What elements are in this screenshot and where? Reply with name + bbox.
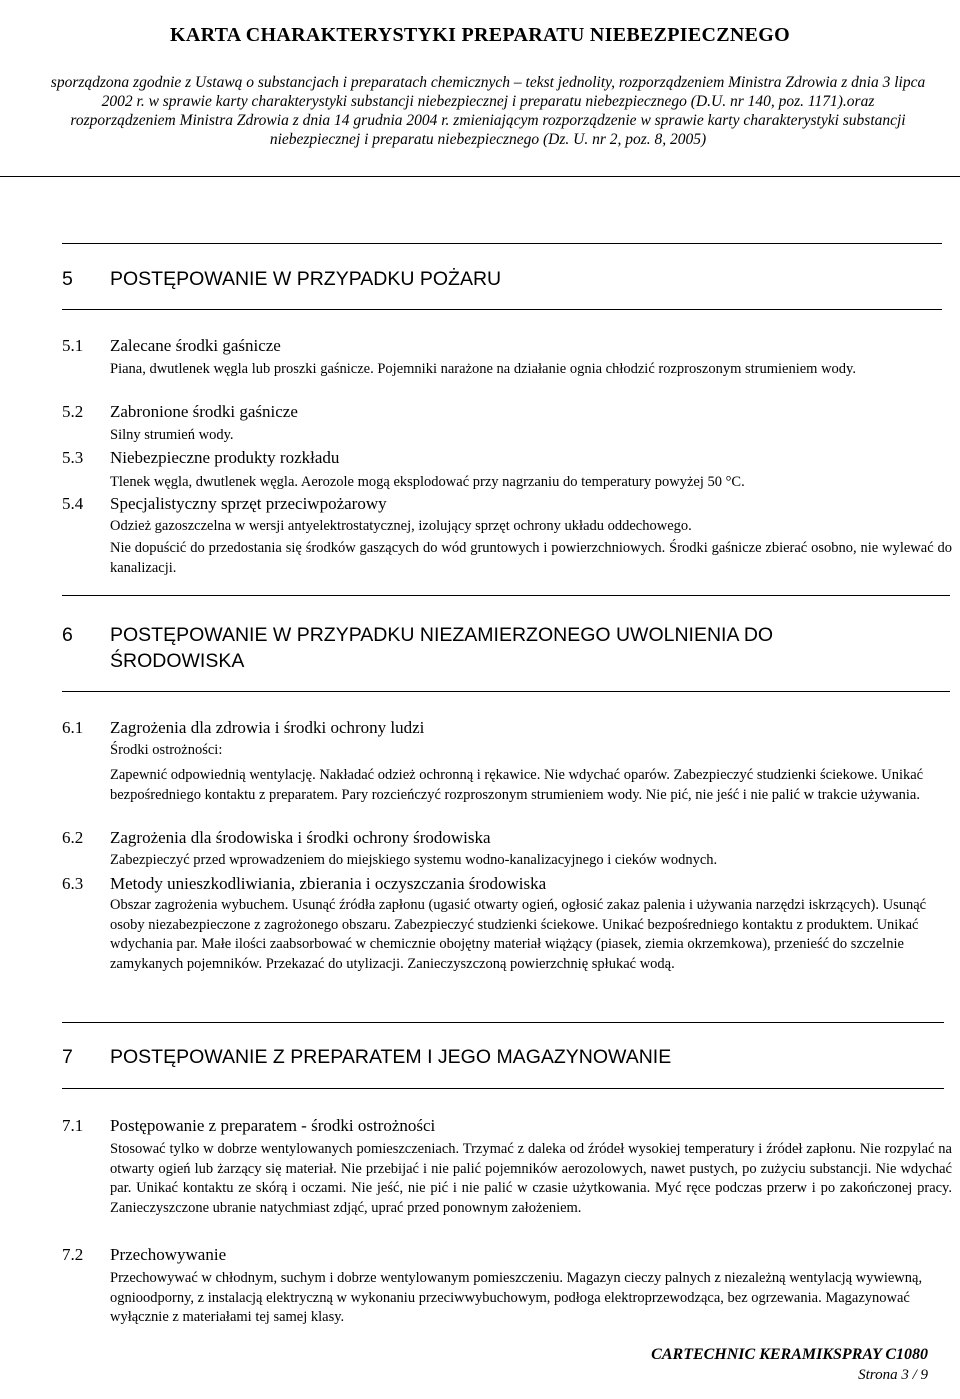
- subsection-title: Postępowanie z preparatem - środki ostrożności: [110, 1116, 436, 1135]
- document-title: KARTA CHARAKTERYSTYKI PREPARATU NIEBEZPIECZNEGO: [170, 24, 790, 46]
- subsection-6-2-text: Zabezpieczyć przed wprowadzeniem do miejskiego systemu wodno-kanalizacyjnego i cieków wodnych.: [110, 852, 718, 868]
- subsection-number: 5.2: [62, 402, 84, 421]
- subsection-number: 6.2: [62, 828, 84, 847]
- section-divider: [62, 1022, 944, 1023]
- section-divider: [62, 1088, 944, 1089]
- subsection-title: Metody unieszkodliwiania, zbierania i oczyszczania środowiska: [110, 874, 547, 893]
- subsection-title: Zagrożenia dla zdrowia i środki ochrony ludzi: [110, 718, 425, 737]
- subsection-7-1-text: Stosować tylko w dobrze wentylowanych pomieszczeniach. Trzymać z daleka od źródeł wysokiej temperatury i źródeł zapłonu. Nie rozpylać na otwarty ogień lub żarzący się materiał. Nie przebijać i nie palić pojemników aerozolowych, nawet pustych, po zużyciu substancji. Nie wdychać par. Unikać kontaktu ze skórą i oczami. Nie jeść, nie pić i nie palić w czasie użytkowania. Myć ręce podczas przerw i po zakończonej pracy. Zanieczyszczone ubranie natychmiast zdjąć, uprać przed ponownym założeniem.: [110, 1141, 952, 1216]
- subsection-title: Przechowywanie: [110, 1245, 227, 1264]
- subsection-number: 5.3: [62, 448, 84, 467]
- subsection-title: Zabronione środki gaśnicze: [110, 402, 298, 421]
- subsection-6-2-heading: [62, 828, 491, 848]
- subsection-5-4-heading: [62, 494, 387, 514]
- subsection-5-4-text-2: Nie dopuścić do przedostania się środków gaszących do wód gruntowych i powierzchniowych. Środki gaśnicze zbierać osobno, nie wylewać do kanalizacji.: [110, 540, 952, 576]
- section-title-line-1: POSTĘPOWANIE W PRZYPADKU NIEZAMIERZONEGO UWOLNIENIA DO: [110, 624, 774, 646]
- section-number: 5: [62, 268, 73, 290]
- subsection-5-1-text: Piana, dwutlenek węgla lub proszki gaśnicze. Pojemniki narażone na działanie ognia chłodzić rozproszonym strumieniem wody.: [110, 361, 856, 377]
- section-7-heading: [62, 1046, 671, 1069]
- subsection-5-3-heading: [62, 448, 339, 468]
- subsection-title: Specjalistyczny sprzęt przeciwpożarowy: [110, 494, 387, 513]
- footer-page-number: Strona 3 / 9: [858, 1367, 928, 1383]
- section-title-line-2: ŚRODOWISKA: [110, 650, 245, 672]
- section-5-heading: [62, 268, 501, 291]
- subsection-number: 6.1: [62, 718, 84, 737]
- subsection-number: 7.1: [62, 1116, 84, 1135]
- section-divider: [62, 691, 950, 692]
- subsection-6-3-text: Obszar zagrożenia wybuchem. Usunąć źródła zapłonu (ugasić otwarty ogień, ogłosić zakaz palenia i używania narzędzi iskrzących). Usunąć osoby niezabezpieczone z zagrożonego obszaru. Zabezpieczyć studzienki ściekowe. Unikać bezpośredniego kontaktu z produktem. Unikać wdychania par. Małe ilości zaabsorbować w chemicznie obojętny materiał wiążący (piasek, ziemia okrzemkowa), przenieść do szczelnie zamykanych pojemników. Przekazać do utylizacji. Zanieczyszczoną powierzchnię spłukać wodą.: [110, 897, 927, 972]
- subsection-5-4-text-1: Odzież gazoszczelna w wersji antyelektrostatycznej, izolujący sprzęt ochrony układu oddechowego.: [110, 518, 692, 534]
- subsection-number: 6.3: [62, 874, 84, 893]
- subsection-7-2-text: Przechowywać w chłodnym, suchym i dobrze wentylowanym pomieszczeniu. Magazyn cieczy palnych z niezależną wentylacją wywiewną, ognioodporny, z instalacją elektryczną w wykonaniu przeciwwybuchowym, podłoga elektroprzewodząca, bez ogrzewania. Magazynować wyłącznie z materiałami tej samej klasy.: [110, 1270, 923, 1325]
- section-number: 7: [62, 1046, 73, 1068]
- section-6-heading: [62, 624, 773, 647]
- subsection-6-1-label: Środki ostrożności:: [110, 742, 223, 758]
- subsection-number: 7.2: [62, 1245, 84, 1264]
- section-divider: [62, 309, 942, 310]
- subsection-number: 5.1: [62, 336, 84, 355]
- subsection-title: Zagrożenia dla środowiska i środki ochrony środowiska: [110, 828, 491, 847]
- subsection-5-2-text: Silny strumień wody.: [110, 427, 234, 443]
- subsection-number: 5.4: [62, 494, 84, 513]
- subsection-5-3-text: Tlenek węgla, dwutlenek węgla. Aerozole mogą eksplodować przy nagrzaniu do temperatury powyżej 50 °C.: [110, 474, 745, 490]
- subsection-6-1-text: Zapewnić odpowiednią wentylację. Nakładać odzież ochronną i rękawice. Nie wdychać oparów. Zabezpieczyć studzienki ściekowe. Unikać bezpośredniego kontaktu z preparatem. Pary rozcieńczyć rozproszonym strumieniem wody. Nie pić, nie jeść i nie palić w trakcie używania.: [110, 767, 924, 803]
- section-title: POSTĘPOWANIE W PRZYPADKU POŻARU: [110, 268, 502, 290]
- header-divider: [0, 176, 960, 177]
- subsection-7-2-heading: [62, 1245, 226, 1265]
- subsection-6-1-heading: [62, 718, 424, 738]
- subsection-6-3-heading: [62, 874, 546, 894]
- subsection-5-2-heading: [62, 402, 298, 422]
- subsection-title: Niebezpieczne produkty rozkładu: [110, 448, 340, 467]
- subsection-title: Zalecane środki gaśnicze: [110, 336, 281, 355]
- footer-product-name: CARTECHNIC KERAMIKSPRAY C1080: [651, 1346, 928, 1363]
- document-legal-basis: sporządzona zgodnie z Ustawą o substancjach i preparatach chemicznych – tekst jednolity, rozporządzeniem Ministra Zdrowia z dnia 3 lipca 2002 r. w sprawie karty charakterystyki substancji niebezpiecznej i preparatu niebezpiecznego (D.U. nr 140, poz. 1171).oraz rozporządzeniem Ministra Zdrowia z dnia 14 grudnia 2004 r. zmieniającym rozporządzenie w sprawie karty charakterystyki substancji niebezpiecznej i preparatu niebezpiecznego (Dz. U. nr 2, poz. 8, 2005): [50, 74, 926, 148]
- subsection-5-1-heading: [62, 336, 281, 356]
- section-divider: [62, 243, 942, 244]
- section-title: POSTĘPOWANIE Z PREPARATEM I JEGO MAGAZYNOWANIE: [110, 1046, 672, 1068]
- section-number: 6: [62, 624, 73, 646]
- section-divider: [62, 595, 950, 596]
- subsection-7-1-heading: [62, 1116, 435, 1136]
